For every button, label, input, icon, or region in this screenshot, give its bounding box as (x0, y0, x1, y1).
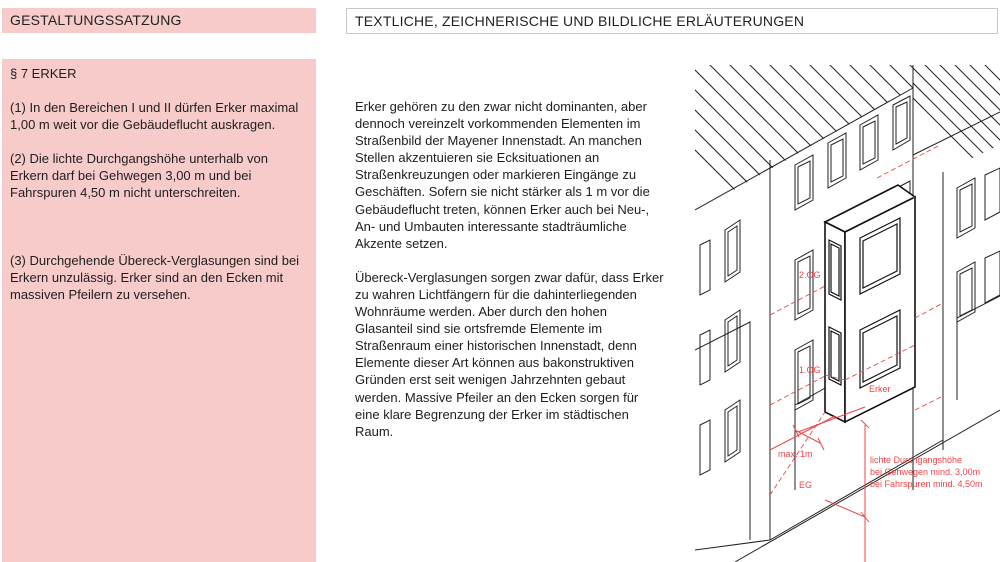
explanation-text (355, 98, 665, 457)
label-erker: Erker (869, 384, 891, 394)
regulation-panel (2, 59, 316, 562)
section-header-erlaeuterungen (346, 8, 998, 34)
label-eg: EG (799, 480, 813, 490)
regulation-paragraph-3: (3) Durchgehende Übereck-Verglasungen sind bei Erkern unzulässig. Erker sind an den Ecken mit massiven Pfeilern zu versehen. (10, 253, 300, 302)
regulation-paragraph-2: (2) Die lichte Durchgangshöhe unterhalb von Erkern darf bei Gehwegen 3,00 m und bei Fahrspuren 4,50 m nicht unterschreiten. (10, 151, 268, 200)
label-max-projection: max. 1m (778, 449, 813, 459)
windows-left-building (700, 220, 740, 475)
label-clearance-2: bei Gehwegen mind. 3,00m (870, 467, 981, 477)
windows-right-building (957, 168, 1000, 322)
label-clearance-1: lichte Durchgangshöhe (870, 455, 963, 465)
explanation-paragraph-1: Erker gehören zu den zwar nicht dominanten, aber dennoch vereinzelt vorkommenden Elementen im Straßenbild der Mayener Innenstadt. An manchen Stellen akzentuieren sie Ecksituationen an Straßenkreuzungen oder markieren Eingänge zu Geschäften. Sofern sie nicht stärker als 1 m vor die Gebäudeflucht treten, können Erker auch bei Neu-, An- und Umbauten interessante stadträumliche Akzente setzen. (355, 99, 650, 251)
section-header-gestaltungssatzung (2, 8, 316, 33)
label-2og: 2.OG (799, 270, 821, 280)
roof-hatching-right (875, 60, 1000, 170)
regulation-paragraph-1: (1) In den Bereichen I und II dürfen Erker maximal 1,00 m weit vor die Gebäudeflucht auskragen. (10, 100, 299, 132)
regulation-title: § 7 ERKER (10, 66, 77, 81)
header-left-title: GESTALTUNGSSATZUNG (10, 12, 182, 28)
bay-window-illustration (695, 60, 1000, 562)
label-1og: 1.OG (799, 365, 821, 375)
dimension-lines (770, 407, 869, 562)
header-right-title: TEXTLICHE, ZEICHNERISCHE UND BILDLICHE ERLÄUTERUNGEN (355, 13, 805, 29)
label-clearance-3: bei Fahrspuren mind. 4,50m (870, 479, 983, 489)
explanation-paragraph-2: Übereck-Verglasungen sorgen zwar dafür, dass Erker zu wahren Lichtfängern für die dahinterliegenden Wohnräume werden. Aber durch den hohen Glasanteil sind sie ortsfremde Elemente im Straßenraum einer historischen Innenstadt, denn Elemente dieser Art können aus bakonstruktiven Gründen erst seit wenigen Jahrzehnten gebaut werden. Massive Pfeiler an den Ecken sorgen für eine klare Begrenzung der Erker im städtischen Raum. (355, 269, 664, 439)
isometric-building-drawing (695, 60, 1000, 562)
